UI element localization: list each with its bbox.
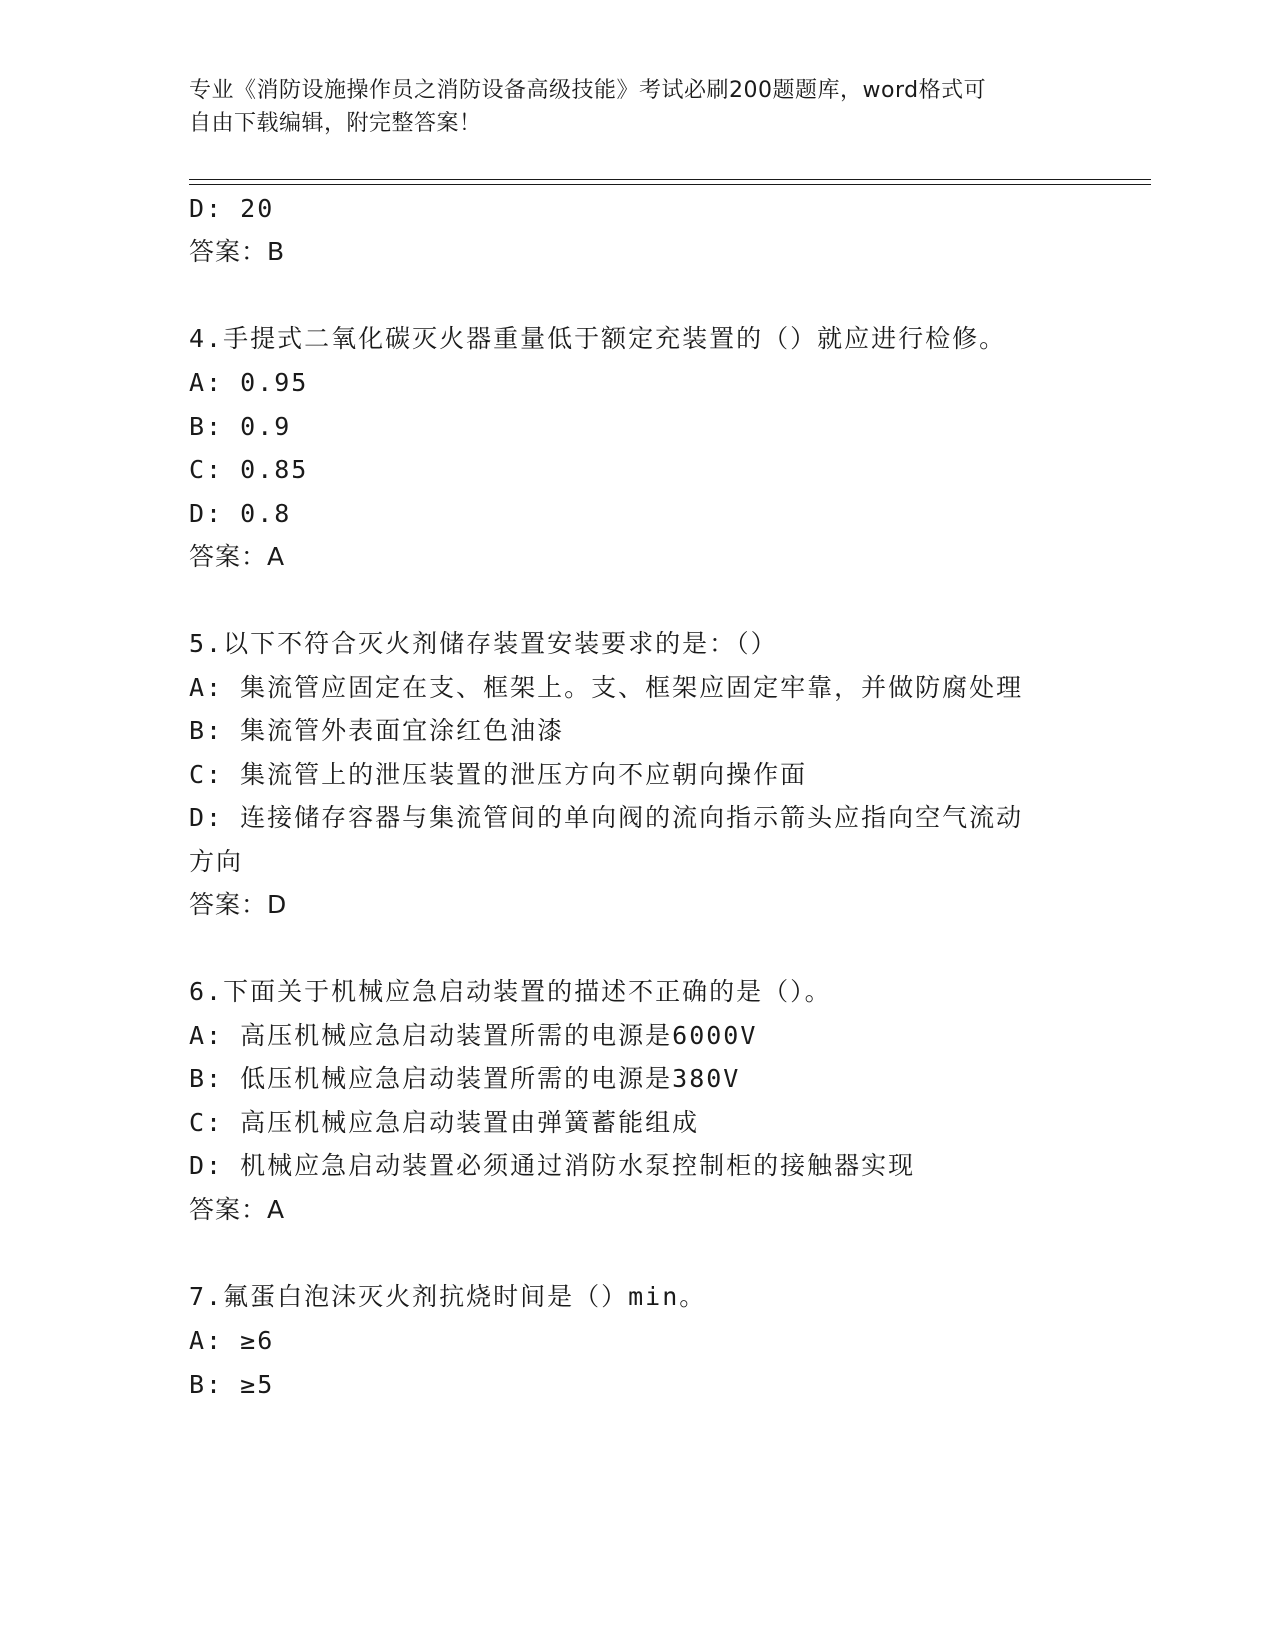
question-4-answer: 答案：A: [189, 542, 286, 571]
question-5-stem: 5.以下不符合灭火剂储存装置安装要求的是：（）: [189, 629, 778, 658]
document-header: [189, 74, 1089, 140]
question-7-stem: 7.氟蛋白泡沫灭火剂抗烧时间是（）min。: [189, 1282, 707, 1311]
question-5-option-c: C: 集流管上的泄压装置的泄压方向不应朝向操作面: [189, 760, 808, 789]
prev-answer: 答案：B: [189, 237, 286, 266]
question-6-answer: 答案：A: [189, 1195, 286, 1224]
question-5-option-d: D: 连接储存容器与集流管间的单向阀的流向指示箭头应指向空气流动: [189, 803, 1024, 832]
question-5-option-d-continued: 方向: [189, 847, 244, 876]
question-6-option-c: C: 高压机械应急启动装置由弹簧蓄能组成: [189, 1108, 700, 1137]
question-7-option-b: B: ≥5: [189, 1370, 275, 1399]
question-4-option-b: B: 0.9: [189, 412, 292, 441]
question-6-option-a: A: 高压机械应急启动装置所需的电源是6000V: [189, 1021, 758, 1050]
question-6-option-b: B: 低压机械应急启动装置所需的电源是380V: [189, 1064, 741, 1093]
question-6-option-d: D: 机械应急启动装置必须通过消防水泵控制柜的接触器实现: [189, 1151, 916, 1180]
prev-option-d: D: 20: [189, 194, 275, 223]
question-4-option-c: C: 0.85: [189, 455, 309, 484]
header-title-line-1: 专业《消防设施操作员之消防设备高级技能》考试必刷200题题库，word格式可: [189, 78, 987, 103]
header-divider-top: [189, 179, 1151, 180]
header-divider-bottom: [189, 184, 1151, 185]
question-4-stem: 4.手提式二氧化碳灭火器重量低于额定充装置的（）就应进行检修。: [189, 324, 1007, 353]
question-4-option-a: A: 0.95: [189, 368, 309, 397]
question-5-option-a: A: 集流管应固定在支、框架上。支、框架应固定牢靠，并做防腐处理: [189, 673, 1024, 702]
question-6-stem: 6.下面关于机械应急启动装置的描述不正确的是（）。: [189, 977, 832, 1006]
header-title-line-2: 自由下载编辑，附完整答案！: [189, 111, 482, 136]
question-7-option-a: A: ≥6: [189, 1326, 275, 1355]
question-5-answer: 答案：D: [189, 890, 288, 919]
question-4-option-d: D: 0.8: [189, 499, 292, 528]
question-5-option-b: B: 集流管外表面宜涂红色油漆: [189, 716, 565, 745]
